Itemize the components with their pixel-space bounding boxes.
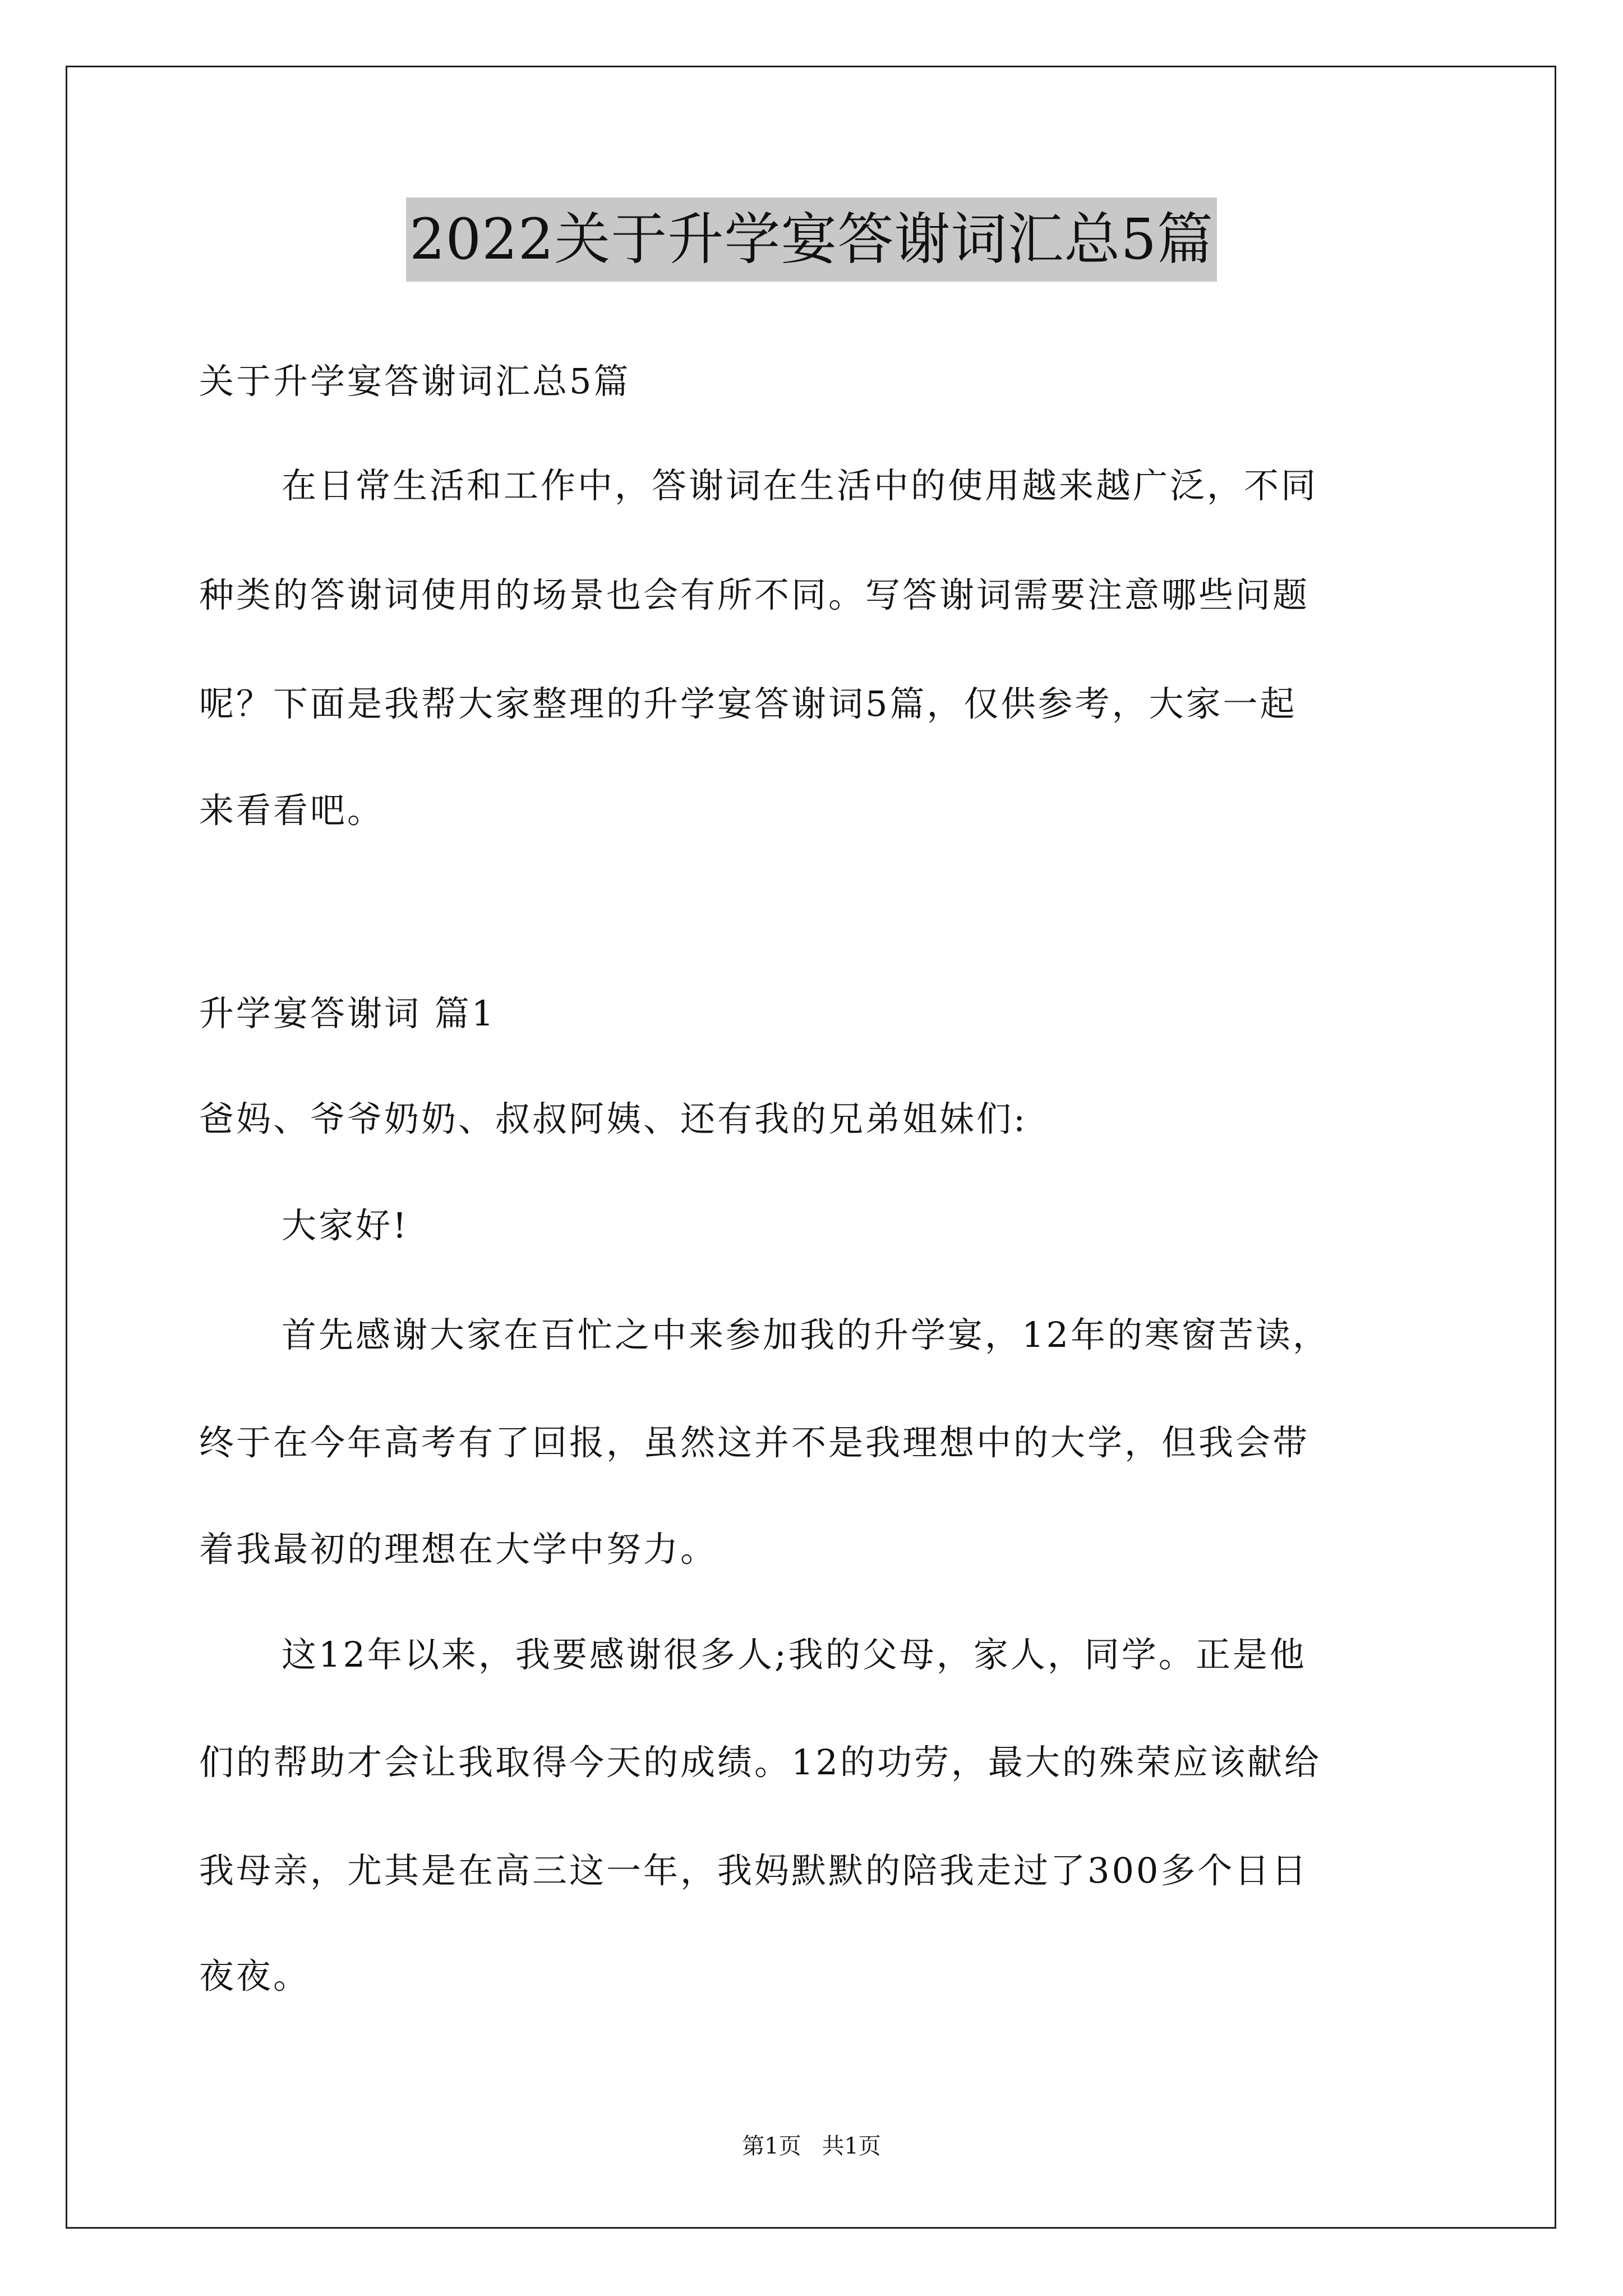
paragraph-line: 这12年以来，我要感谢很多人;我的父母，家人，同学。正是他	[282, 1634, 1307, 1675]
salutation: 爸妈、爷爷奶奶、叔叔阿姨、还有我的兄弟姐妹们:	[199, 1098, 1027, 1139]
page-total: 共1页	[822, 2133, 881, 2159]
paragraph-line: 我母亲，尤其是在高三这一年，我妈默默的陪我走过了300多个日日	[199, 1850, 1309, 1891]
paragraph-line: 着我最初的理想在大学中努力。	[199, 1529, 718, 1570]
paragraph-line: 终于在今年高考有了回报，虽然这并不是我理想中的大学，但我会带	[199, 1422, 1310, 1463]
page-number: 第1页	[742, 2133, 801, 2159]
paragraph-line: 夜夜。	[199, 1955, 311, 1996]
title-container	[0, 197, 1623, 282]
intro-line: 在日常生活和工作中，答谢词在生活中的使用越来越广泛，不同	[282, 465, 1318, 506]
intro-line: 呢？下面是我帮大家整理的升学宴答谢词5篇，仅供参考，大家一起	[199, 683, 1297, 724]
greeting: 大家好!	[282, 1205, 409, 1246]
paragraph-line: 们的帮助才会让我取得今天的成绩。12的功劳，最大的殊荣应该献给	[199, 1742, 1321, 1783]
document-subtitle: 关于升学宴答谢词汇总5篇	[199, 361, 631, 402]
page-footer	[0, 2129, 1623, 2163]
section-heading: 升学宴答谢词 篇1	[199, 993, 496, 1034]
document-title: 2022关于升学宴答谢词汇总5篇	[406, 197, 1217, 282]
intro-line: 来看看吧。	[199, 790, 385, 831]
intro-line: 种类的答谢词使用的场景也会有所不同。写答谢词需要注意哪些问题	[199, 574, 1310, 615]
paragraph-line: 首先感谢大家在百忙之中来参加我的升学宴，12年的寒窗苦读，	[282, 1314, 1330, 1355]
